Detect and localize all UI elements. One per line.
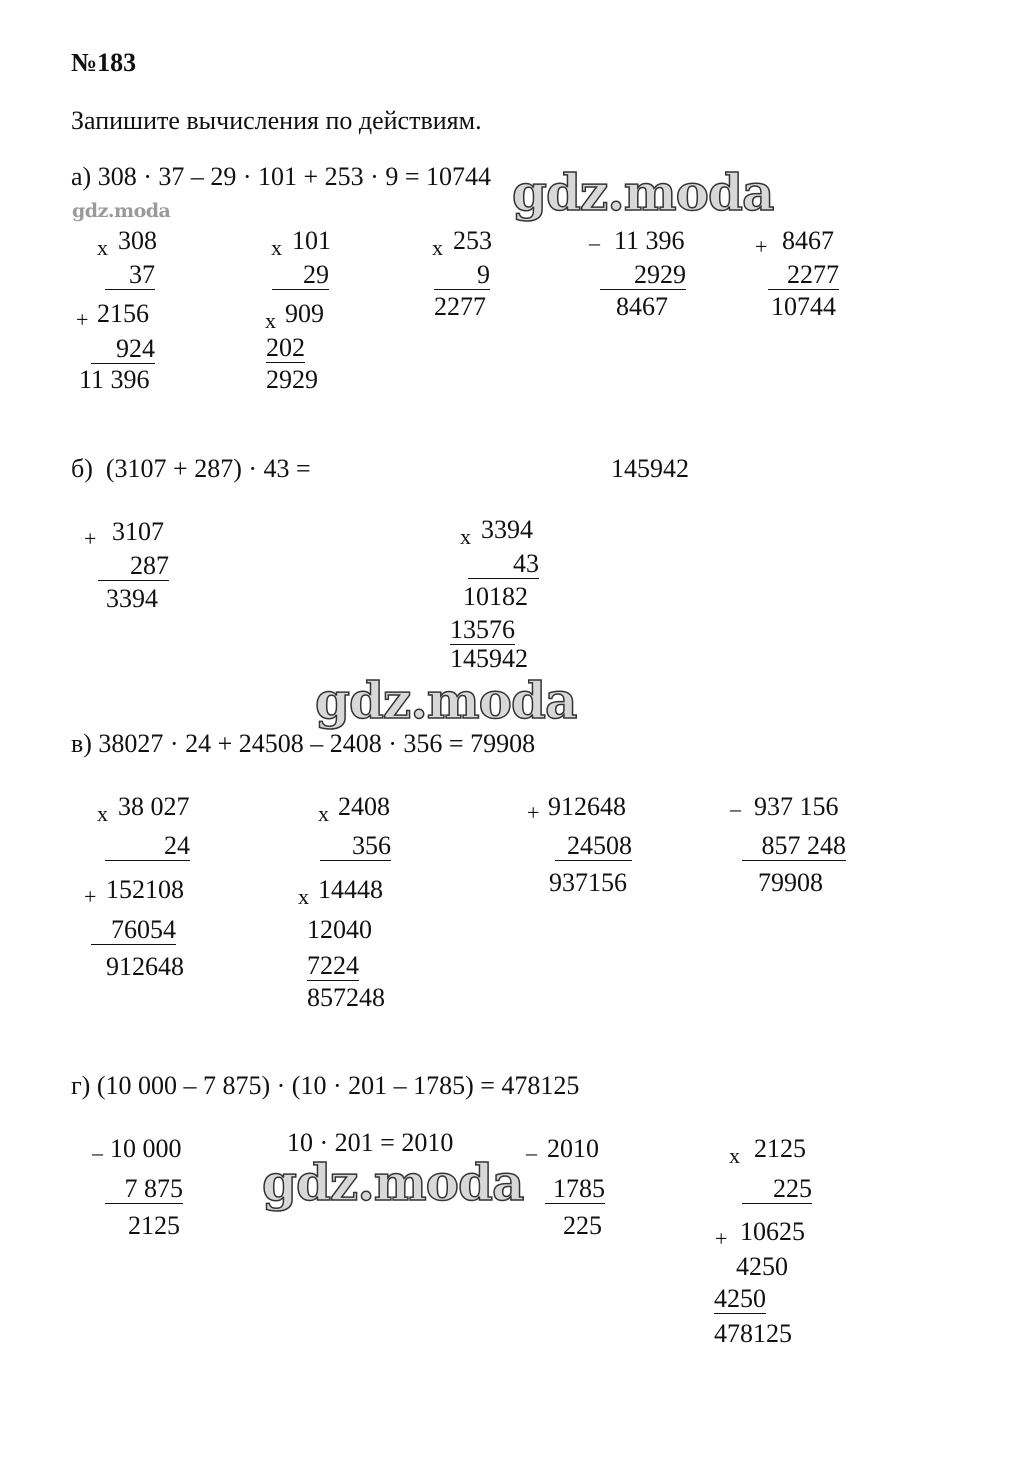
section-g-title: г) (10 000 – 7 875) · (10 · 201 – 1785) = 478125: [71, 1071, 580, 1100]
a-s1-result: 8467: [616, 292, 668, 321]
a-m1-partial1: 2156: [97, 299, 149, 328]
v-m1-top: 38 027: [118, 792, 190, 821]
b-mul-bottom: 43: [468, 551, 539, 579]
a-m3-bottom: 9: [434, 262, 490, 290]
watermark-logo: gdz.moda: [512, 163, 774, 222]
watermark-logo: gdz.moda: [262, 1153, 524, 1212]
v-m2-partial3: 7224: [307, 951, 359, 980]
section-b-answer: 145942: [611, 454, 689, 483]
plus-sign: +: [76, 307, 89, 332]
watermark-logo: gdz.moda: [315, 671, 577, 730]
v-m2-partial1: 14448: [318, 875, 383, 904]
a-m1-result: 11 396: [79, 365, 150, 394]
g-s1-bottom: 7 875: [105, 1176, 183, 1204]
minus-sign: –: [92, 1140, 103, 1165]
g-mul-bottom: 225: [742, 1176, 812, 1204]
task-instruction: Запишите вычисления по действиям.: [71, 106, 482, 135]
multiply-sign: x: [265, 308, 276, 333]
minus-sign: –: [526, 1140, 537, 1165]
v-sub-result: 79908: [758, 868, 823, 897]
multiply-sign: x: [432, 235, 443, 260]
b-add-bottom: 287: [98, 553, 169, 581]
g-s1-top: 10 000: [110, 1134, 182, 1163]
g-mul-result: 478125: [714, 1319, 792, 1348]
section-v-title: в) 38027 · 24 + 24508 – 2408 · 356 = 79908: [71, 729, 536, 758]
v-m1-result: 912648: [106, 952, 184, 981]
section-b-title: б) (3107 + 287) · 43 =: [71, 454, 311, 483]
task-number: №183: [71, 48, 137, 77]
a-m1-top: 308: [118, 226, 157, 255]
multiply-sign: x: [97, 801, 108, 826]
v-m2-bottom: 356: [320, 833, 391, 861]
v-add-result: 937156: [549, 868, 627, 897]
plus-sign: +: [527, 800, 540, 825]
section-a-title: а) 308 · 37 – 29 · 101 + 253 · 9 = 10744: [71, 162, 491, 191]
watermark-logo-small: gdz.moda: [72, 200, 171, 222]
v-sub-bottom: 857 248: [742, 833, 846, 861]
multiply-sign: x: [97, 235, 108, 260]
v-m2-top: 2408: [338, 792, 390, 821]
a-m3-top: 253: [453, 226, 492, 255]
a-s1-bottom: 2929: [600, 262, 686, 290]
a-m2-partial1: 909: [285, 299, 324, 328]
v-m2-partial2: 12040: [307, 915, 372, 944]
a-m2-result: 2929: [266, 365, 318, 394]
plus-sign: +: [84, 884, 97, 909]
v-add-bottom: 24508: [555, 833, 632, 861]
multiply-sign: x: [460, 524, 471, 549]
a-m2-bottom: 29: [272, 262, 329, 290]
a-m1-partial2: 924: [91, 336, 155, 364]
g-s2-bottom: 1785: [545, 1176, 605, 1204]
v-add-top: 912648: [548, 792, 626, 821]
g-s1-result: 2125: [128, 1211, 180, 1240]
a-s2-result: 10744: [771, 292, 836, 321]
plus-sign: +: [715, 1226, 728, 1251]
v-m1-bottom: 24: [105, 833, 190, 861]
plus-sign: +: [84, 526, 97, 551]
multiply-sign: x: [729, 1143, 740, 1168]
minus-sign: –: [589, 230, 600, 255]
b-mul-partial2: 13576: [450, 615, 515, 644]
v-m1-partial1: 152108: [106, 875, 184, 904]
g-mul-partial2: 4250: [736, 1252, 788, 1281]
a-m2-top: 101: [292, 226, 331, 255]
plus-sign: +: [755, 234, 768, 259]
g-inline-calc: 10 · 201 = 2010: [287, 1128, 454, 1157]
v-m1-partial2: 76054: [91, 917, 176, 945]
multiply-sign: x: [318, 801, 329, 826]
multiply-sign: x: [271, 235, 282, 260]
b-mul-result: 145942: [450, 644, 528, 673]
b-mul-top: 3394: [481, 515, 533, 544]
minus-sign: –: [730, 796, 741, 821]
a-m2-partial2: 202: [266, 333, 305, 362]
g-mul-partial3: 4250: [714, 1284, 766, 1313]
b-add-result: 3394: [106, 584, 158, 613]
b-add-top: 3107: [112, 517, 164, 546]
b-mul-partial1: 10182: [463, 582, 528, 611]
a-m1-bottom: 37: [105, 262, 155, 290]
a-m3-result: 2277: [434, 292, 486, 321]
a-s2-bottom: 2277: [768, 262, 839, 290]
multiply-sign: x: [298, 884, 309, 909]
g-s2-result: 225: [563, 1211, 602, 1240]
g-mul-partial1: 10625: [740, 1217, 805, 1246]
g-mul-top: 2125: [754, 1134, 806, 1163]
a-s1-top: 11 396: [614, 226, 685, 255]
g-s2-top: 2010: [547, 1134, 599, 1163]
a-s2-top: 8467: [782, 226, 834, 255]
v-m2-result: 857248: [307, 983, 385, 1012]
v-sub-top: 937 156: [754, 792, 839, 821]
